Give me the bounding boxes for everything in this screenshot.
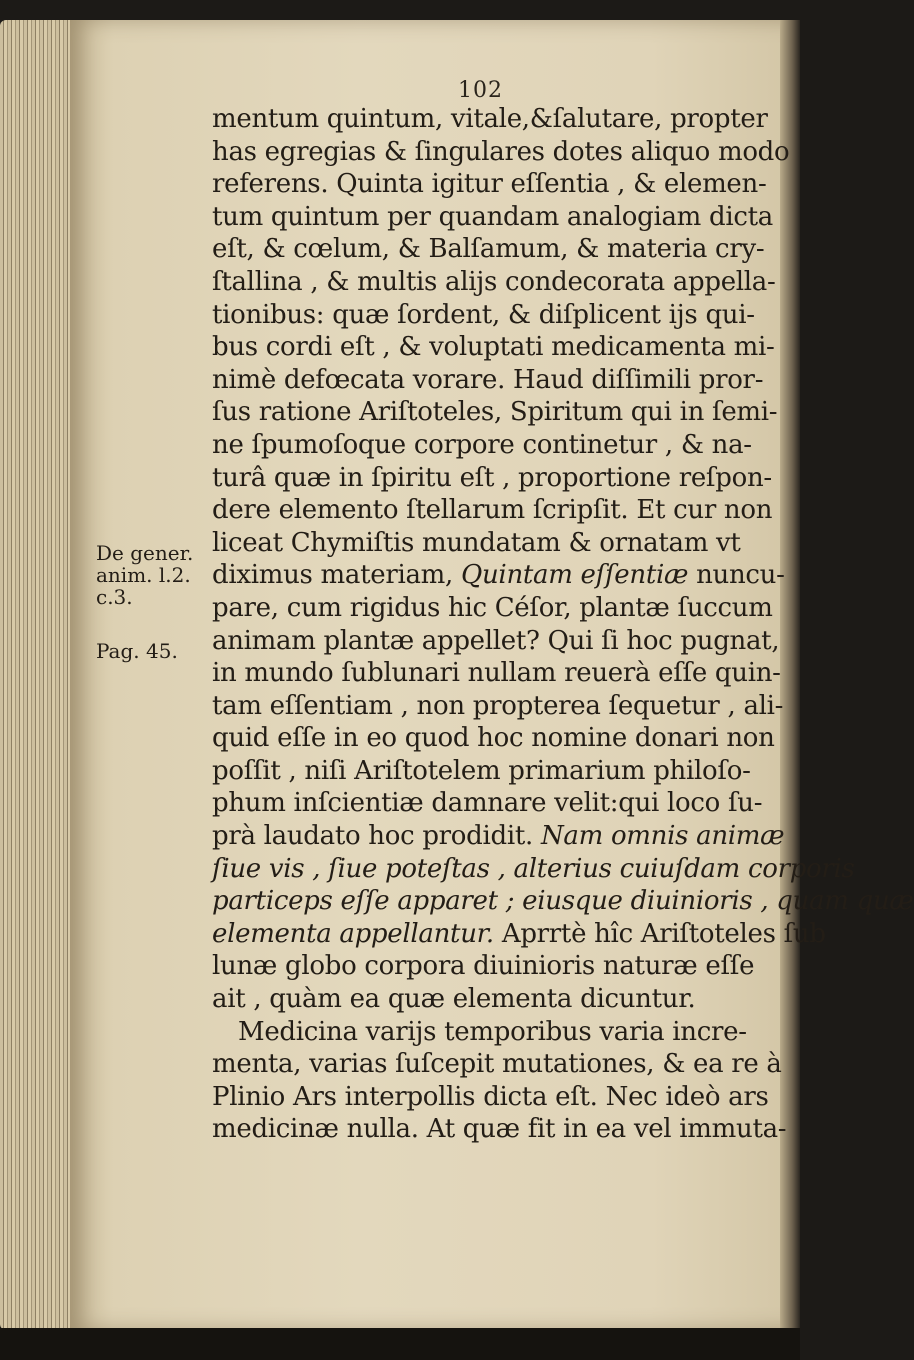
text-line: [212, 722, 775, 755]
text-roman: dere elemento ſtellarum ſcripſit. Et cur non: [212, 495, 773, 526]
text-line: [212, 494, 772, 527]
margin-note-page-ref: Pag. 45.: [96, 639, 178, 663]
text-roman: nimè defœcata vorare. Haud diſſimili pror-: [212, 364, 764, 395]
text-line: [212, 1081, 772, 1114]
text-line: [212, 462, 772, 495]
text-roman: medicinæ nulla. At quæ fit in ea vel immuta-: [212, 1114, 787, 1145]
text-line: [212, 559, 785, 592]
text-roman: Aprrtè hîc Ariſtoteles ſub: [493, 918, 826, 949]
text-line: [212, 657, 781, 690]
text-roman: ſus ratione Ariſtoteles, Spiritum qui in ſemi-: [212, 397, 778, 428]
text-line: [212, 950, 772, 983]
text-roman: in mundo ſublunari nullam reuerà eſſe quin-: [212, 658, 781, 689]
text-line: [212, 853, 855, 886]
margin-note-line: anim. l.2.: [96, 563, 191, 587]
text-roman: Medicina varijs temporibus varia incre-: [238, 1016, 747, 1047]
text-line: [212, 396, 778, 429]
text-roman: ſtallina , & multis alijs condecorata appella-: [212, 266, 776, 297]
scan-bottom-border: [0, 1328, 800, 1360]
text-line: [212, 201, 772, 234]
text-line: [212, 755, 772, 788]
text-line: [212, 1113, 787, 1146]
text-line: [212, 527, 772, 560]
text-roman: ne ſpumoſoque corpore continetur , & na-: [212, 429, 752, 460]
text-roman: referens. Quinta igitur eſſentia , & elemen-: [212, 169, 767, 200]
text-line: [212, 592, 772, 625]
text-roman: Plinio Ars interpollis dicta eſt. Nec ideò ars: [212, 1081, 769, 1112]
text-roman: bus cordi eſt , & voluptati medicamenta mi-: [212, 332, 775, 363]
text-line: [212, 266, 776, 299]
text-roman: turâ quæ in ſpiritu eſt , proportione reſpon-: [212, 462, 772, 493]
text-roman: eſt, & cœlum, & Balſamum, & materia cry-: [212, 234, 765, 265]
text-roman: tam eſſentiam , non propterea ſequetur , ali-: [212, 690, 784, 721]
text-roman: animam plantæ appellet? Qui ſi hoc pugnat,: [212, 625, 780, 656]
text-roman: mentum quintum, vitale,&ſalutare, propter: [212, 104, 768, 134]
text-line: [212, 918, 826, 951]
text-line: [212, 331, 775, 364]
text-roman: has egregias & ſingulares dotes aliquo modo: [212, 136, 790, 167]
text-roman: ait , quàm ea quæ elementa dicuntur.: [212, 984, 696, 1015]
text-line: [212, 233, 772, 266]
text-roman: menta, varias ſuſcepit mutationes, & ea re à: [212, 1049, 782, 1080]
text-line: [212, 364, 772, 397]
margin-note-reference: [96, 542, 193, 608]
text-line: [212, 136, 790, 169]
text-roman: lunæ globo corpora diuinioris naturæ eſſe: [212, 951, 755, 982]
text-line: [212, 625, 780, 658]
text-line: [212, 103, 772, 136]
margin-note-line: c.3.: [96, 585, 133, 609]
text-italic: Quintam eſſentiæ: [460, 560, 689, 591]
text-line: [212, 983, 772, 1016]
text-roman: tionibus: quæ ſordent, & diſplicent ijs qui-: [212, 299, 755, 330]
body-text: [212, 103, 914, 1146]
text-roman: tum quintum per quandam analogiam dicta: [212, 201, 773, 232]
text-line: [212, 1048, 782, 1081]
text-italic: ſiue vis , ſiue poteſtas , alterius cuiuſdam corporis: [212, 853, 855, 884]
text-line: [212, 885, 914, 918]
text-italic: particeps eſſe apparet ; eiusque diuinioris , quam quæ: [212, 886, 914, 917]
text-line: [212, 820, 785, 853]
text-roman: phum inſcientiæ damnare velit:qui loco ſu-: [212, 788, 763, 819]
text-line: [212, 787, 772, 820]
text-roman: pare, cum rigidus hic Céſor, plantæ ſuccum: [212, 592, 773, 623]
text-roman: poſſit , niſi Ariſtotelem primarium philoſo-: [212, 755, 751, 786]
text-line: [212, 168, 772, 201]
text-roman: prà laudato hoc prodidit.: [212, 821, 541, 852]
text-roman: liceat Chymiſtis mundatam & ornatam vt: [212, 527, 741, 558]
margin-note-line: De gener.: [96, 541, 194, 565]
text-roman: diximus materiam,: [212, 560, 461, 591]
text-roman: nuncu-: [688, 560, 785, 591]
text-line: [212, 690, 784, 723]
text-italic: elementa appellantur.: [212, 918, 494, 949]
text-line: [212, 299, 772, 332]
page-number: 102: [458, 78, 503, 103]
text-line: [212, 429, 772, 462]
text-roman: quid eſſe in eo quod hoc nomine donari non: [212, 723, 775, 754]
text-italic: Nam omnis animæ: [540, 821, 785, 852]
text-line: [212, 1016, 772, 1049]
